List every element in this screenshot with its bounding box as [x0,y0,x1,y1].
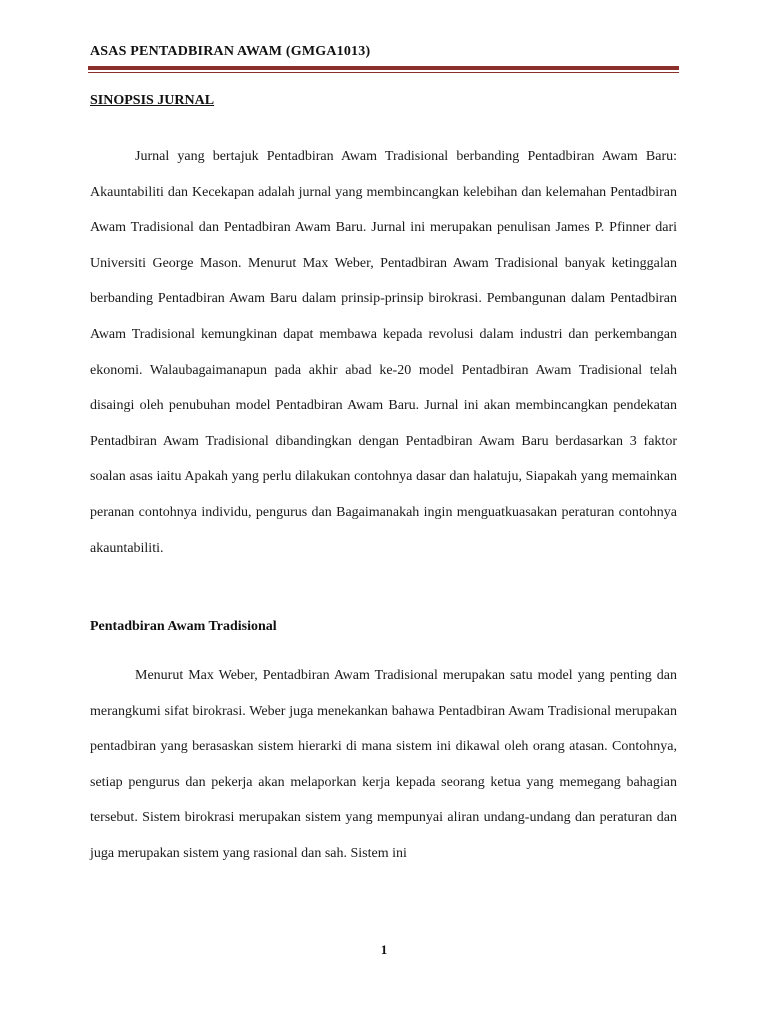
synopsis-heading: SINOPSIS JURNAL [90,93,215,108]
body-paragraph: Menurut Max Weber, Pentadbiran Awam Tradisional merupakan satu model yang penting dan merangkumi sifat birokrasi. Weber juga menekankan bahawa Pentadbiran Awam Tradisional merupakan pentadbiran yang berasaskan sistem hierarki di mana sistem ini dikawal oleh orang atasan. Contohnya, setiap pengurus dan pekerja akan melaporkan kerja kepada seorang ketua yang memegang bahagian tersebut. Sistem birokrasi merupakan sistem yang mempunyai aliran undang-undang dan peraturan dan juga merupakan sistem yang rasional dan sah. Sistem ini [90,668,677,861]
page-header-title: ASAS PENTADBIRAN AWAM (GMGA1013) [90,44,371,59]
synopsis-paragraph: Jurnal yang bertajuk Pentadbiran Awam Tradisional berbanding Pentadbiran Awam Baru: Akauntabiliti dan Kecekapan adalah jurnal yang membincangkan kelebihan dan kelemahan Pentadbiran Awam Tradisional dan Pentadbiran Awam Baru. Jurnal ini merupakan penulisan James P. Pfinner dari Universiti George Mason. Menurut Max Weber, Pentadbiran Awam Tradisional banyak ketinggalan berbanding Pentadbiran Awam Baru dalam prinsip-prinsip birokrasi. Pembangunan dalam Pentadbiran Awam Tradisional kemungkinan dapat membawa kepada revolusi dalam industri dan perkembangan ekonomi. Walaubagaimanapun pada akhir abad ke-20 model Pentadbiran Awam Tradisional telah disaingi oleh penubuhan model Pentadbiran Awam Baru. Jurnal ini akan membincangkan pendekatan Pentadbiran Awam Tradisional dibandingkan dengan Pentadbiran Awam Baru berdasarkan 3 faktor soalan asas iaitu Apakah yang perlu dilakukan contohnya dasar dan halatuju, Siapakah yang memainkan peranan contohnya individu, pengurus dan Bagaimanakah ingin menguatkuasakan peraturan contohnya akauntabiliti. [90,149,677,556]
page-number: 1 [380,942,388,957]
header-rule-thin [88,72,679,73]
section-subheading: Pentadbiran Awam Tradisional [90,619,277,634]
header-rule-thick [88,66,679,70]
